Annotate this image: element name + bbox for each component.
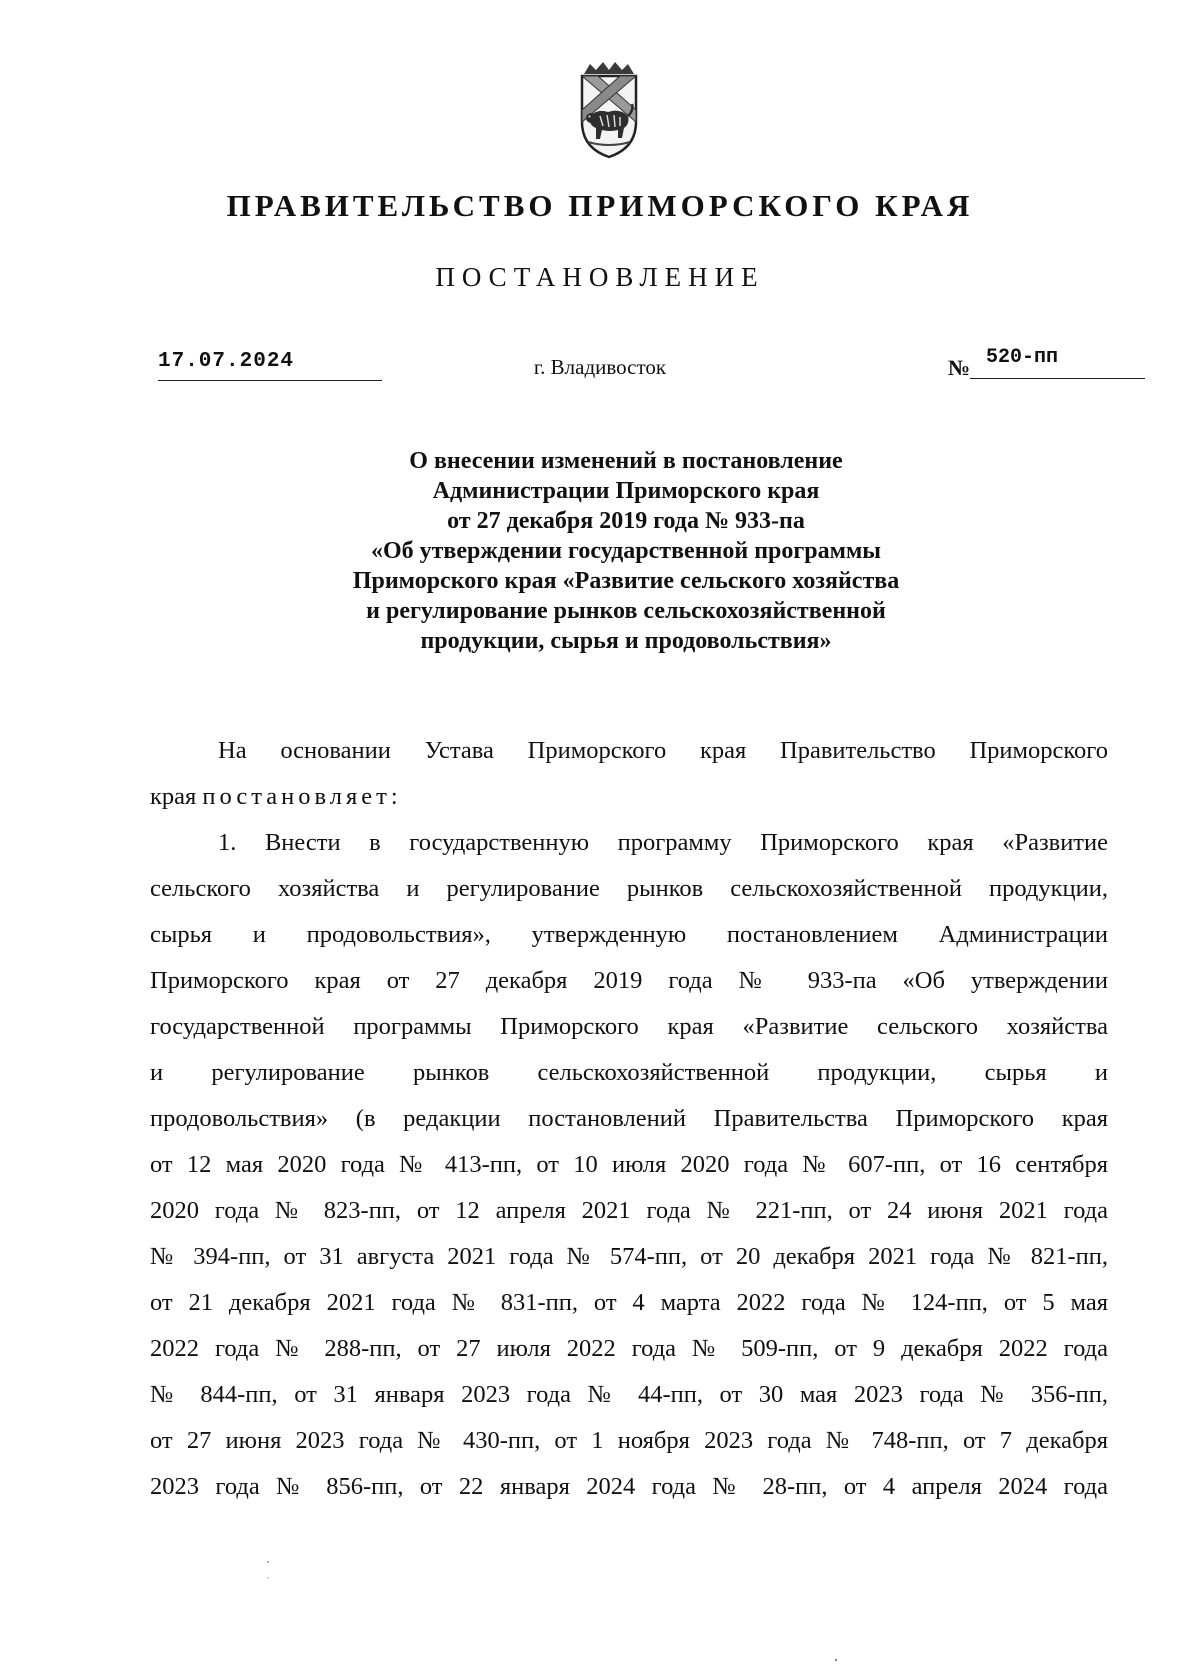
paragraph-line: от 12 мая 2020 года № 413-пп, от 10 июля 2020 года № 607-пп, от 16 сентября (150, 1151, 1108, 1178)
primorsky-krai-coat-of-arms-icon (576, 60, 642, 160)
paragraph-line: сырья и продовольствия», утвержденную постановлением Администрации (150, 921, 1108, 948)
paragraph-line: 2020 года № 823-пп, от 12 апреля 2021 года № 221-пп, от 24 июня 2021 года (150, 1197, 1108, 1224)
number-sign: № (948, 355, 971, 380)
paragraph-line: продовольствия» (в редакции постановлений Правительства Приморского края (150, 1105, 1108, 1132)
resolves-word: постановляет: (202, 783, 402, 810)
subject-line: Администрации Приморского края (432, 478, 820, 504)
subject-line: и регулирование рынков сельскохозяйственной (366, 598, 886, 624)
subject-line: О внесении изменений в постановление (409, 448, 843, 474)
paragraph-line: 1. Внести в государственную программу Приморского края «Развитие (218, 829, 1108, 856)
paragraph-line: от 21 декабря 2021 года № 831-пп, от 4 марта 2022 года № 124-пп, от 5 мая (150, 1289, 1108, 1316)
city-label: г. Владивосток (533, 355, 667, 379)
paragraph-line: № 394-пп, от 31 августа 2021 года № 574-пп, от 20 декабря 2021 года № 821-пп, (150, 1243, 1108, 1270)
paragraph-line: № 844-пп, от 31 января 2023 года № 44-пп, от 30 мая 2023 года № 356-пп, (150, 1381, 1108, 1408)
document-number: 520-пп (986, 346, 1059, 369)
document-body (150, 728, 1108, 1510)
paragraph-line: 2022 года № 288-пп, от 27 июля 2022 года № 509-пп, от 9 декабря 2022 года (150, 1335, 1108, 1362)
preamble-line: На основании Устава Приморского края Правительство Приморского (218, 737, 1108, 764)
number-field (970, 348, 1145, 379)
paragraph-line: государственной программы Приморского края «Развитие сельского хозяйства (150, 1013, 1108, 1040)
paragraph-line: от 27 июня 2023 года № 430-пп, от 1 ноября 2023 года № 748-пп, от 7 декабря (150, 1427, 1108, 1454)
subject-line: продукции, сырья и продовольствия» (420, 628, 832, 654)
subject-line: от 27 декабря 2019 года № 933-па (447, 508, 805, 534)
subject-line: Приморского края «Развитие сельского хозяйства (352, 568, 900, 594)
paragraph-line: 2023 года № 856-пп, от 22 января 2024 года № 28-пп, от 4 апреля 2024 года (150, 1473, 1108, 1500)
document-type: ПОСТАНОВЛЕНИЕ (435, 262, 765, 292)
paragraph-line: Приморского края от 27 декабря 2019 года № 933-па «Об утверждении (150, 967, 1108, 994)
subject-line: «Об утверждении государственной программы (370, 538, 882, 564)
government-title: ПРАВИТЕЛЬСТВО ПРИМОРСКОГО КРАЯ (226, 188, 974, 223)
document-date: 17.07.2024 (158, 350, 295, 373)
paragraph-line: сельского хозяйства и регулирование рынков сельскохозяйственной продукции, (150, 875, 1108, 902)
document-subject (0, 446, 1200, 656)
paragraph-line: и регулирование рынков сельскохозяйственной продукции, сырья и (150, 1059, 1108, 1086)
preamble-line (150, 774, 1108, 820)
preamble-text: края (150, 783, 203, 810)
